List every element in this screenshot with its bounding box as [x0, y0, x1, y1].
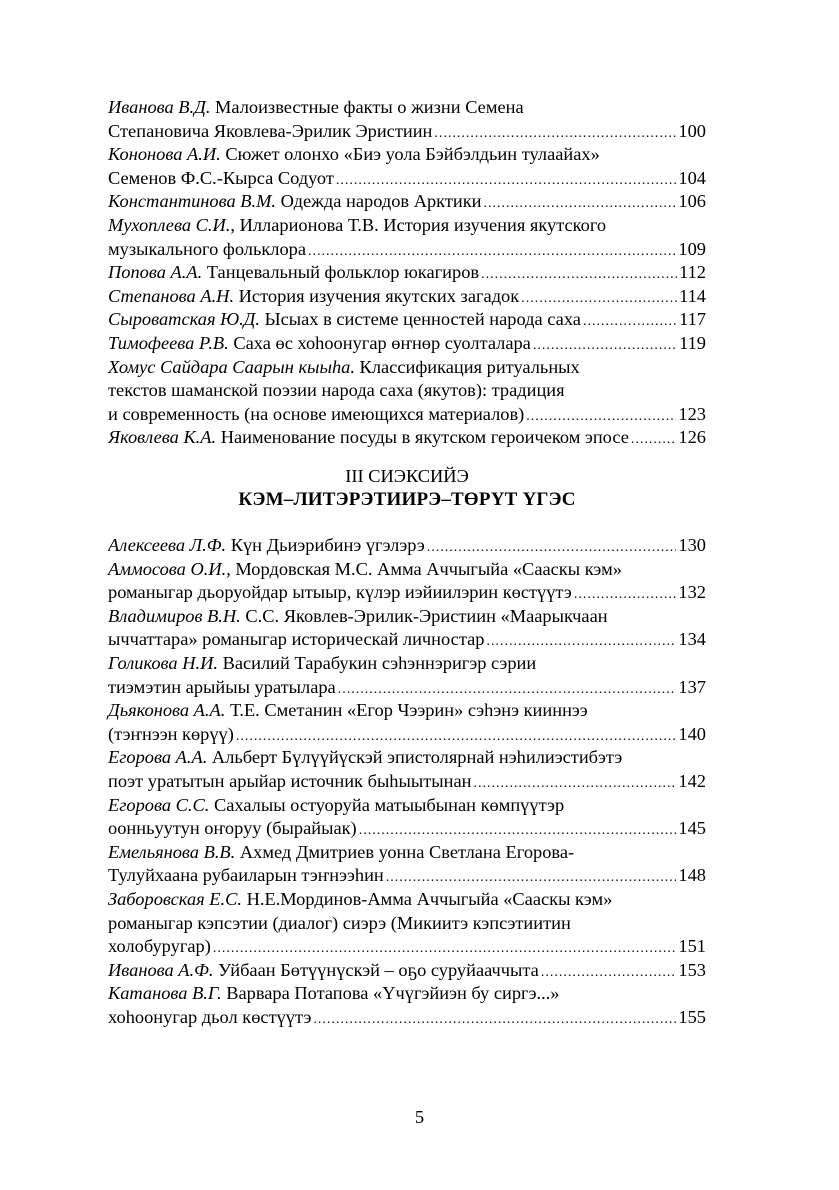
- entry-author: Егорова А.А.: [108, 747, 208, 768]
- entry-text: [108, 723, 234, 747]
- entry-title: Тулуйхаана рубаиларын тэҥнээһин: [108, 865, 384, 886]
- entry-page-number: 126: [678, 427, 706, 448]
- entry-text: [108, 889, 612, 909]
- entry-text: [108, 97, 524, 117]
- toc-entry-line: [108, 581, 706, 605]
- entry-author: Сыроватская Ю.Д.: [108, 309, 260, 330]
- toc-entry-line: [108, 864, 706, 888]
- toc-entry-line: [108, 261, 706, 285]
- toc-entry-line: [108, 652, 706, 676]
- entry-author: Хомус Сайдара Саарын кыыһа.: [108, 356, 355, 377]
- entry-author: Дьяконова А.А.: [108, 700, 226, 721]
- entry-text: [108, 167, 334, 191]
- entry-title: Классификация ритуальных: [354, 356, 580, 377]
- entry-text: [108, 534, 425, 558]
- entry-title: оонньуутун оҥоруу (бырайыак): [108, 818, 357, 839]
- entry-page-number: 104: [678, 167, 706, 188]
- entry-title: Сюжет олонхо «Биэ уола Бэйбэлдьин тулаайах»: [220, 144, 600, 165]
- entry-page-number: 112: [679, 262, 706, 283]
- dot-leader: [359, 819, 677, 841]
- entry-text: [108, 190, 482, 214]
- entry-page-number: 142: [678, 770, 706, 791]
- toc-entry-line: [108, 959, 706, 983]
- entry-text: [108, 426, 629, 450]
- entry-text: [108, 913, 571, 933]
- toc-entry: [108, 841, 706, 888]
- toc-entry-line: [108, 676, 706, 700]
- dot-leader: [308, 240, 676, 262]
- toc-entry-line: [108, 770, 706, 794]
- toc-entry-line: [108, 96, 706, 120]
- dot-leader: [213, 937, 677, 959]
- entry-author: Заборовская Е.С.: [108, 888, 242, 909]
- toc-entry: [108, 746, 706, 793]
- entry-author: Попова А.А.: [108, 262, 203, 283]
- entry-page-number: 106: [678, 191, 706, 212]
- dot-leader: [386, 866, 677, 888]
- entry-text: [108, 581, 572, 605]
- entry-text: [108, 215, 606, 235]
- entry-title: текстов шаманской поэзии народа саха (якутов): традиция: [108, 380, 565, 401]
- entry-page-number: 109: [678, 238, 706, 259]
- entry-title: хоһоонугар дьол көстүүтэ: [108, 1006, 312, 1027]
- entry-title: , Илларионова Т.В. История изучения якутского: [230, 214, 607, 235]
- entry-author: Голикова Н.И.: [108, 652, 218, 673]
- entry-text: [108, 308, 581, 332]
- toc-entry-line: [108, 628, 706, 652]
- entry-title: Уйбаан Бөтүүнүскэй – оҕо суруйааччыта: [213, 959, 539, 980]
- toc-entry-line: [108, 143, 706, 167]
- entry-text: [108, 1006, 311, 1030]
- dot-leader: [481, 263, 677, 285]
- entry-text: [108, 935, 211, 959]
- entry-author: Иванова А.Ф.: [108, 959, 214, 980]
- toc-entry-line: [108, 403, 706, 427]
- entry-title: ыччаттара» романыгар историческай личностар: [108, 629, 485, 650]
- entry-text: [108, 959, 539, 983]
- entry-text: [108, 606, 608, 626]
- toc-entry: [108, 308, 706, 332]
- entry-text: [108, 770, 471, 794]
- entry-title: С.С. Яковлев-Эрилик-Эристиин «Маарыкчаан: [240, 605, 608, 626]
- entry-page-number: 148: [678, 865, 706, 886]
- entry-author: Емельянова В.В.: [108, 841, 236, 862]
- toc-entry: [108, 190, 706, 214]
- toc-entry: [108, 534, 706, 558]
- entry-title: Сахалыы остуоруйа матыыбынан көмпүүтэр: [209, 794, 565, 815]
- toc-entry-line: [108, 982, 706, 1006]
- entry-page-number: 151: [678, 936, 706, 957]
- entry-page-number: 153: [678, 959, 706, 980]
- entry-page-number: 145: [678, 818, 706, 839]
- entry-title: Варвара Потапова «Үчүгэйиэн бу сиргэ...»: [221, 983, 560, 1004]
- toc-entry-line: [108, 167, 706, 191]
- toc-section-part2: [108, 96, 706, 450]
- entry-author: Яковлева К.А.: [108, 427, 217, 448]
- entry-author: Владимиров В.Н.: [108, 605, 241, 626]
- toc-entry: [108, 96, 706, 143]
- dot-leader: [434, 122, 676, 144]
- dot-leader: [486, 630, 676, 652]
- toc-entry-line: [108, 1006, 706, 1030]
- entry-author: Иванова В.Д.: [108, 97, 211, 117]
- toc-entry-line: [108, 605, 706, 629]
- entry-page-number: 137: [678, 676, 706, 697]
- entry-text: [108, 261, 479, 285]
- toc-entry: [108, 605, 706, 652]
- entry-title: , Мордовская М.С. Амма Аччыгыйа «Сааскы кэм»: [226, 558, 622, 579]
- page-number: 5: [414, 1107, 425, 1127]
- toc-entry-line: [108, 699, 706, 723]
- section-number: III СИЭКСИЙЭ: [345, 466, 469, 486]
- dot-leader: [526, 405, 676, 427]
- entry-title: Семенов Ф.С.-Кырса Содуот: [108, 167, 334, 188]
- toc-entry: [108, 558, 706, 605]
- toc-entry-line: [108, 888, 706, 912]
- entry-author: Егорова С.С.: [108, 794, 210, 815]
- entry-title: Василий Тарабукин сэһэннэригэр сэрии: [217, 652, 537, 673]
- entry-page-number: 100: [678, 120, 706, 141]
- dot-leader: [541, 961, 677, 983]
- toc-entry: [108, 285, 706, 309]
- dot-leader: [631, 428, 677, 450]
- entry-page-number: 117: [679, 309, 706, 330]
- dot-leader: [521, 287, 677, 309]
- toc-entry-line: [108, 746, 706, 770]
- entry-text: [108, 120, 432, 144]
- entry-title: Т.Е. Сметанин «Егор Чээрин» сэһэнэ кииннээ: [225, 700, 588, 721]
- entry-text: [108, 676, 336, 700]
- entry-text: [108, 285, 519, 309]
- entry-author: Кононова А.И.: [108, 144, 221, 165]
- entry-title: Танцевальный фольклор юкагиров: [202, 262, 480, 283]
- toc-entry-line: [108, 426, 706, 450]
- toc-entry: [108, 959, 706, 983]
- entry-page-number: 123: [678, 403, 706, 424]
- toc-entry: [108, 794, 706, 841]
- entry-text: [108, 403, 524, 427]
- entry-author: Тимофеева Р.В.: [108, 332, 229, 353]
- entry-title: Малоизвестные факты о жизни Семена: [210, 97, 524, 117]
- toc-entry-line: [108, 841, 706, 865]
- entry-title: История изучения якутских загадок: [234, 285, 520, 306]
- entry-title: холобуругар): [108, 936, 211, 957]
- entry-title: Ахмед Дмитриев уонна Светлана Егорова-: [235, 841, 575, 862]
- section-title: КЭМ–ЛИТЭРЭТИИРЭ–ТӨРҮТ ҮГЭС: [238, 489, 576, 510]
- toc-entry-line: [108, 238, 706, 262]
- dot-leader: [533, 334, 677, 356]
- entry-title: Одежда народов Арктики: [276, 191, 482, 212]
- toc-entry-line: [108, 285, 706, 309]
- entry-title: тиэмэтин арыйыы уратылара: [108, 676, 336, 697]
- toc-entry: [108, 652, 706, 699]
- entry-text: [108, 628, 484, 652]
- entry-text: [108, 747, 622, 767]
- toc-entry-line: [108, 214, 706, 238]
- entry-text: [108, 238, 306, 262]
- entry-text: [108, 380, 565, 400]
- entry-text: [108, 842, 574, 862]
- entry-page-number: 134: [678, 629, 706, 650]
- entry-page-number: 114: [679, 285, 706, 306]
- toc-entry: [108, 261, 706, 285]
- toc-entry-line: [108, 817, 706, 841]
- toc-entry-line: [108, 794, 706, 818]
- toc-entry-line: [108, 534, 706, 558]
- entry-text: [108, 559, 622, 579]
- toc-entry: [108, 699, 706, 746]
- toc-entry: [108, 356, 706, 427]
- entry-title: Наименование посуды в якутском героичеком эпосе: [216, 427, 629, 448]
- entry-text: [108, 332, 531, 356]
- entry-title: (тэҥнээн көрүү): [108, 723, 234, 744]
- entry-text: [108, 983, 559, 1003]
- toc-entry: [108, 332, 706, 356]
- entry-page-number: 155: [678, 1006, 706, 1027]
- toc-section-part3: [108, 534, 706, 1029]
- section-heading-block: [108, 464, 706, 512]
- entry-text: [108, 653, 536, 673]
- dot-leader: [574, 583, 677, 605]
- entry-author: Константинова В.М.: [108, 191, 277, 212]
- dot-leader: [313, 1008, 676, 1030]
- entry-title: Н.Е.Мординов-Амма Аччыгыйа «Сааскы кэм»: [241, 888, 613, 909]
- toc-entry: [108, 143, 706, 190]
- entry-page-number: 140: [678, 723, 706, 744]
- entry-title: Күн Дьиэрибинэ үгэлэрэ: [226, 535, 425, 555]
- toc-entry-line: [108, 332, 706, 356]
- dot-leader: [583, 310, 677, 332]
- entry-title: Альберт Бүлүүйүскэй эпистолярнай нэһилиэстибэтэ: [207, 747, 623, 768]
- entry-text: [108, 817, 357, 841]
- dot-leader: [473, 772, 676, 794]
- entry-page-number: 132: [678, 582, 706, 603]
- entry-text: [108, 795, 564, 815]
- entry-text: [108, 700, 588, 720]
- dot-leader: [484, 192, 677, 214]
- toc-entry-line: [108, 120, 706, 144]
- toc-entry: [108, 214, 706, 261]
- dot-leader: [427, 536, 677, 558]
- toc-entry-line: [108, 558, 706, 582]
- toc-entry-line: [108, 723, 706, 747]
- entry-page-number: 130: [678, 535, 706, 555]
- entry-title: поэт уратытын арыйар источник быһыытынан: [108, 770, 472, 791]
- dot-leader: [336, 169, 677, 191]
- toc-entry-line: [108, 912, 706, 936]
- toc-entry: [108, 982, 706, 1029]
- entry-author: Катанова В.Г.: [108, 983, 222, 1004]
- entry-text: [108, 144, 600, 164]
- toc-entry-line: [108, 190, 706, 214]
- entry-title: романыгар кэпсэтии (диалог) сиэрэ (Микиитэ кэпсэтиитин: [108, 912, 571, 933]
- entry-title: музыкального фольклора: [108, 238, 307, 259]
- entry-author: Мухоплева С.И.: [108, 214, 231, 235]
- entry-text: [108, 357, 580, 377]
- dot-leader: [338, 678, 677, 700]
- entry-title: Ысыах в системе ценностей народа саха: [259, 309, 581, 330]
- toc-entry-line: [108, 935, 706, 959]
- toc-entry-line: [108, 379, 706, 403]
- toc-entry: [108, 888, 706, 959]
- entry-title: романыгар дьоруойдар ытыыр, күлэр иэйиилэрин көстүүтэ: [108, 582, 572, 603]
- entry-author: Степанова А.Н.: [108, 285, 235, 306]
- entry-author: Алексеева Л.Ф.: [108, 535, 227, 555]
- dot-leader: [236, 725, 677, 747]
- toc-entry: [108, 426, 706, 450]
- entry-author: Аммосова О.И.: [108, 558, 227, 579]
- entry-page-number: 119: [679, 332, 706, 353]
- toc-entry-line: [108, 308, 706, 332]
- toc-entry-line: [108, 356, 706, 380]
- entry-title: и современность (на основе имеющихся материалов): [108, 403, 525, 424]
- entry-text: [108, 864, 384, 888]
- entry-title: Степановича Яковлева-Эрилик Эристиин: [108, 120, 433, 141]
- entry-title: Саха өс хоһоонугар өҥнөр суолталара: [228, 332, 531, 353]
